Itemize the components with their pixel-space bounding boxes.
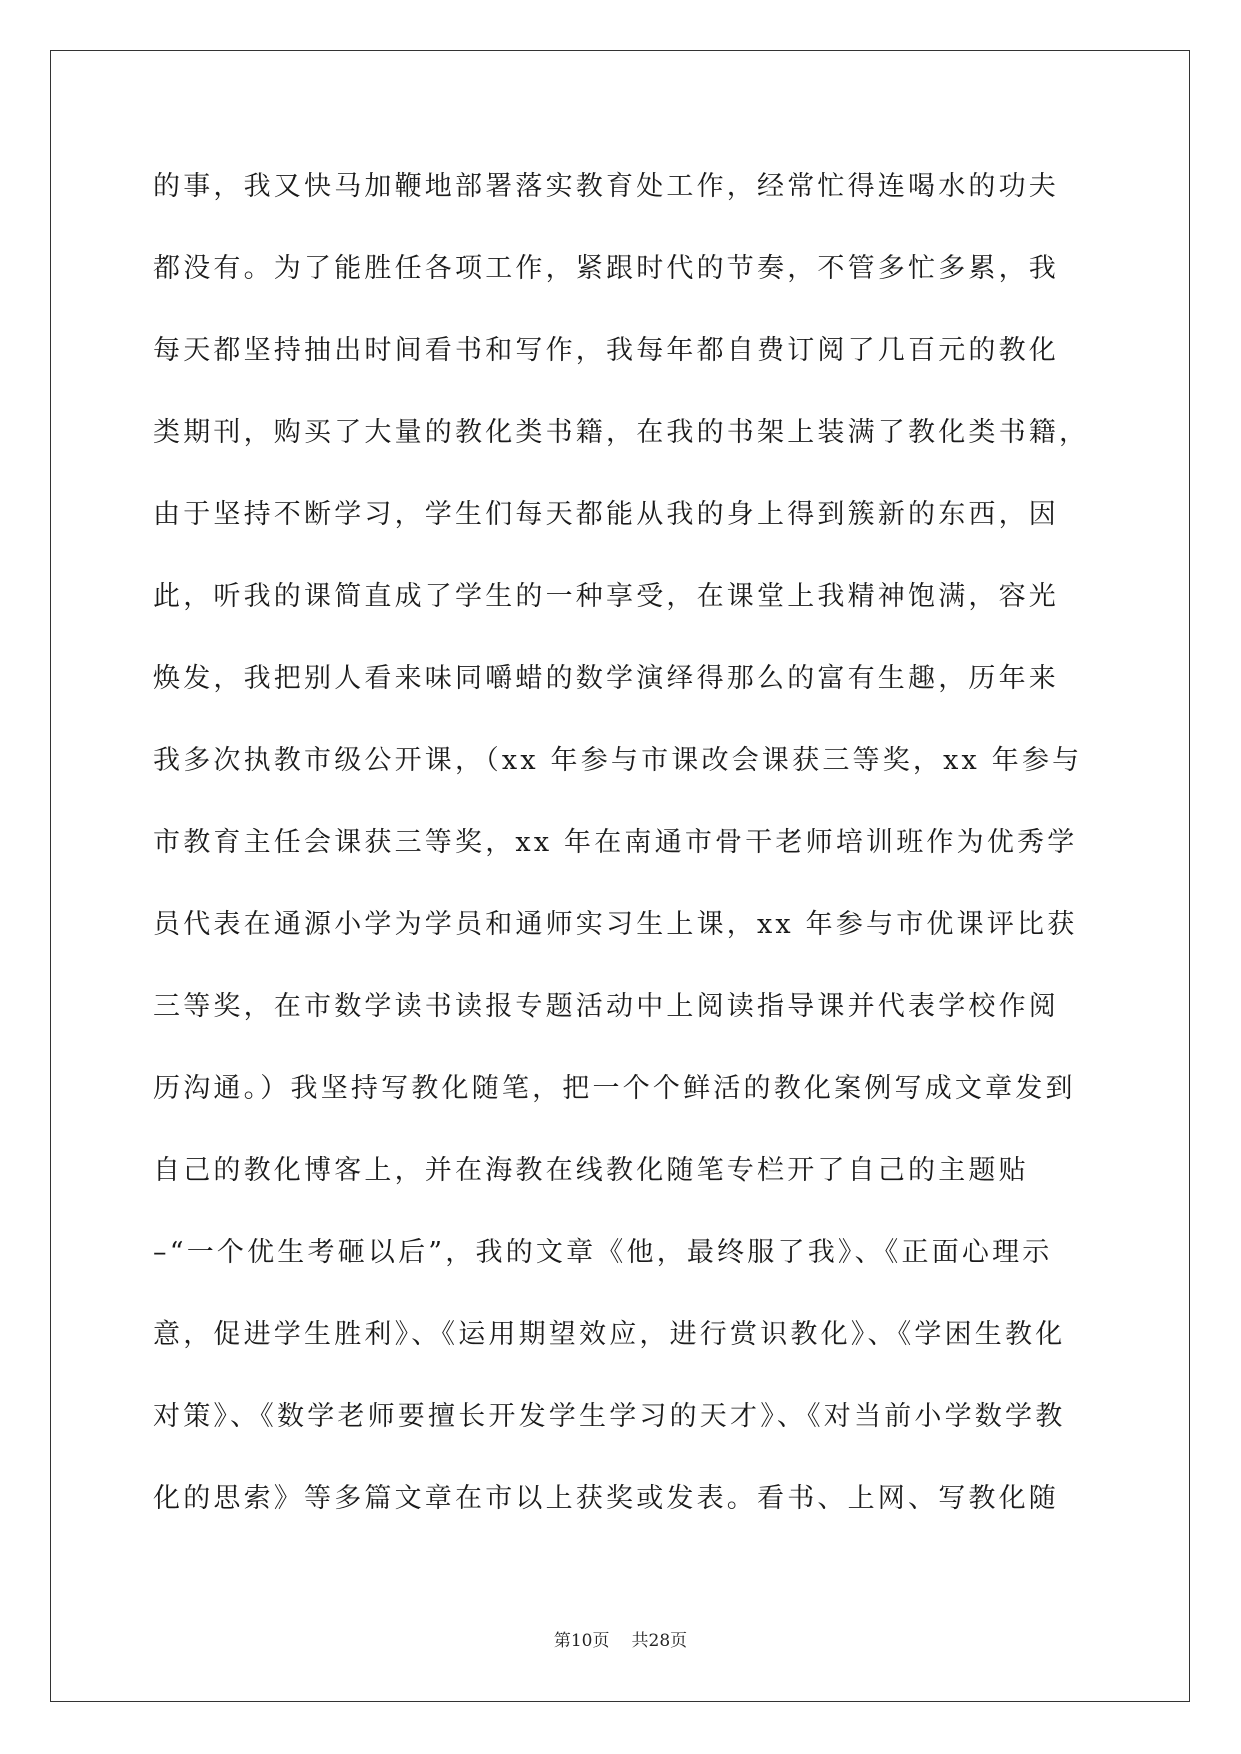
- text-line: 三等奖，在市数学读书读报专题活动中上阅读指导课并代表学校作阅: [153, 991, 1059, 1022]
- text-line: 焕发，我把别人看来味同嚼蜡的数学演绎得那么的富有生趣，历年来: [153, 663, 1059, 694]
- text-line: 由于坚持不断学习，学生们每天都能从我的身上得到簇新的东西，因: [153, 499, 1059, 530]
- text-line: 市教育主任会课获三等奖，xx 年在南通市骨干老师培训班作为优秀学: [153, 827, 1078, 858]
- text-line: 历沟通。）我坚持写教化随笔，把一个个鲜活的教化案例写成文章发到: [153, 1073, 1076, 1104]
- page-total: 共28页: [631, 1631, 688, 1651]
- text-line: 此，听我的课简直成了学生的一种享受，在课堂上我精神饱满，容光: [153, 581, 1059, 612]
- text-line: 意，促进学生胜利》、《运用期望效应，进行赏识教化》、《学困生教化: [153, 1319, 1066, 1350]
- text-line: 我多次执教市级公开课，（xx 年参与市课改会课获三等奖，xx 年参与: [153, 745, 1083, 776]
- page-footer: [0, 1626, 1241, 1651]
- text-line: 自己的教化博客上，并在海教在线教化随笔专栏开了自己的主题贴: [153, 1155, 1029, 1186]
- text-line: 类期刊，购买了大量的教化类书籍，在我的书架上装满了教化类书籍，: [153, 417, 1090, 448]
- text-line: –“一个优生考砸以后”，我的文章《他，最终服了我》、《正面心理示: [153, 1237, 1053, 1268]
- document-body: [153, 162, 1093, 1556]
- text-line: 员代表在通源小学为学员和通师实习生上课，xx 年参与市优课评比获: [153, 909, 1078, 940]
- text-line: 都没有。为了能胜任各项工作，紧跟时代的节奏，不管多忙多累，我: [153, 253, 1059, 284]
- page-number: 第10页: [553, 1631, 610, 1651]
- text-line: 对策》、《数学老师要擅长开发学生学习的天才》、《对当前小学数学教: [153, 1401, 1066, 1432]
- text-line: 的事，我又快马加鞭地部署落实教育处工作，经常忙得连喝水的功夫: [153, 171, 1059, 202]
- text-line: 化的思索》等多篇文章在市以上获奖或发表。看书、上网、写教化随: [153, 1483, 1059, 1514]
- text-line: 每天都坚持抽出时间看书和写作，我每年都自费订阅了几百元的教化: [153, 335, 1059, 366]
